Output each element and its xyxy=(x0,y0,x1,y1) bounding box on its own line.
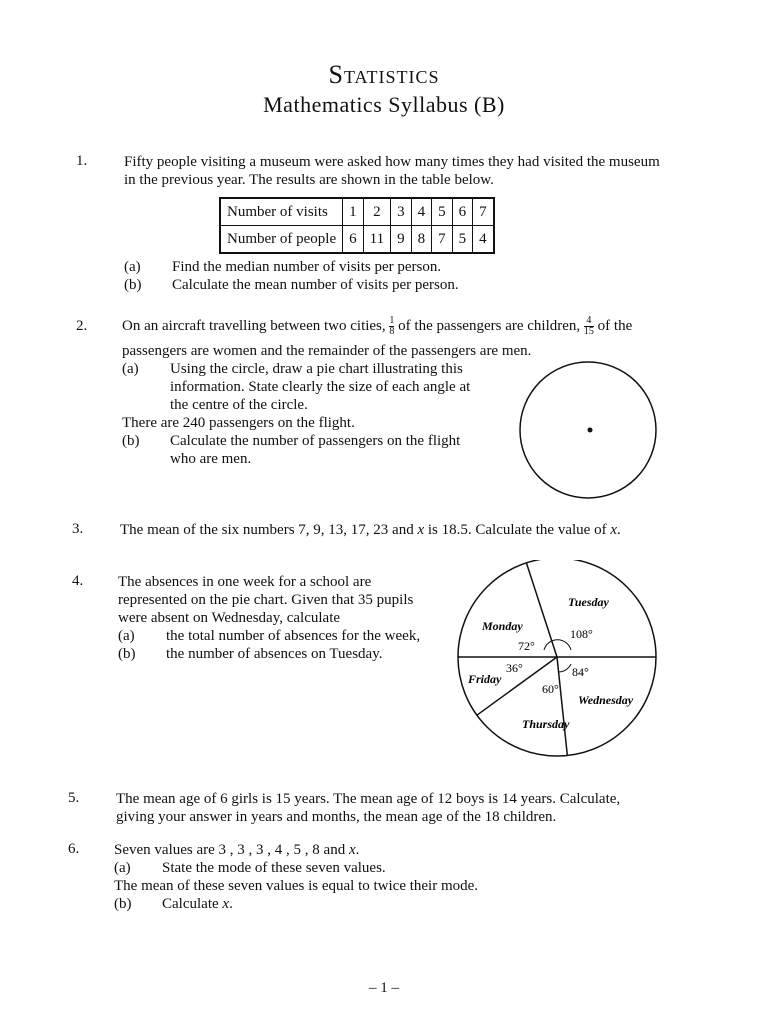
fraction-one-eighth xyxy=(389,316,394,337)
q5-number: 5. xyxy=(68,790,80,806)
pie-label-monday: Monday xyxy=(482,619,523,633)
table-cell: 8 xyxy=(411,226,432,254)
q5-line1: The mean age of 6 girls is 15 years. The mean age of 12 boys is 14 years. Calculate, xyxy=(116,791,621,807)
q1-text xyxy=(124,153,684,189)
q4-line3: were absent on Wednesday, calculate xyxy=(118,610,341,626)
absences-pie-chart xyxy=(448,560,668,760)
q6b-var-x: x xyxy=(222,896,230,912)
q2-number: 2. xyxy=(76,318,88,334)
table-row xyxy=(220,198,494,226)
q2-part-a xyxy=(122,360,522,468)
q4a-text: the total number of absences for the week, xyxy=(166,628,421,644)
q2a-line1: Using the circle, draw a pie chart illustrating this xyxy=(170,361,463,377)
pie-label-thursday: Thursday xyxy=(522,717,570,731)
q4-line2: represented on the pie chart. Given that 35 pupils xyxy=(118,592,414,608)
q2b-line1: Calculate the number of passengers on the flight xyxy=(170,433,461,449)
page-number: – 1 – xyxy=(369,980,399,996)
q1b-label: (b) xyxy=(124,277,142,293)
page-title: Statistics xyxy=(328,60,440,89)
q6-text xyxy=(114,841,714,913)
q1-line1: Fifty people visiting a museum were asked how many times they had visited the museum xyxy=(124,154,660,170)
row-label-visits: Number of visits xyxy=(220,198,343,226)
q2b-label: (b) xyxy=(122,433,140,449)
frac-numerator: 1 xyxy=(389,315,395,326)
visits-table xyxy=(219,197,495,254)
frac-numerator: 4 xyxy=(584,316,594,327)
q2-mid-text: There are 240 passengers on the flight. xyxy=(122,415,355,431)
table-cell: 9 xyxy=(391,226,412,254)
q3-var-x2: x xyxy=(610,522,617,538)
q1-line2: in the previous year. The results are shown in the table below. xyxy=(124,172,494,188)
q1a-text: Find the median number of visits per person. xyxy=(172,259,442,275)
pie-angle-friday: 36° xyxy=(506,661,523,675)
q4-number: 4. xyxy=(72,573,84,589)
q6a-label: (a) xyxy=(114,860,131,876)
table-cell: 4 xyxy=(473,226,494,254)
q2a-line2: information. State clearly the size of each angle at xyxy=(170,379,471,395)
table-cell: 6 xyxy=(343,226,364,254)
q1a-label: (a) xyxy=(124,259,141,275)
frac-denominator: 15 xyxy=(583,326,594,337)
table-cell: 11 xyxy=(363,226,390,254)
pie-angle-tuesday: 108° xyxy=(570,627,593,641)
circle-centre-dot xyxy=(588,428,593,433)
q2b-line2: who are men. xyxy=(170,451,252,467)
q3-var-x: x xyxy=(417,522,425,538)
pie-label-tuesday: Tuesday xyxy=(568,595,609,609)
angle-arc-wednesday xyxy=(558,664,571,672)
q3-text xyxy=(120,521,700,539)
q6b-label: (b) xyxy=(114,896,132,912)
q2-line1-part-a: On an aircraft travelling between two cities, xyxy=(122,317,386,334)
q3-text-part-b: is 18.5. Calculate the value of xyxy=(427,522,607,538)
pie-label-friday: Friday xyxy=(468,672,502,686)
pie-angle-wednesday: 84° xyxy=(572,665,589,679)
pie-angle-monday: 72° xyxy=(518,639,535,653)
q6-line1 xyxy=(114,841,714,859)
q6-line1-part-a: Seven values are 3 , 3 , 3 , 4 , 5 , 8 and xyxy=(114,842,346,858)
q3-text-part-a: The mean of the six numbers 7, 9, 13, 17, 23 and xyxy=(120,522,414,538)
frac-denominator: 8 xyxy=(389,326,395,337)
angle-arc-tuesday xyxy=(544,640,571,650)
table-cell: 7 xyxy=(432,226,453,254)
q6-number: 6. xyxy=(68,841,80,857)
table-row xyxy=(220,226,494,254)
pie-angle-thursday: 60° xyxy=(542,682,559,696)
table-cell: 6 xyxy=(452,198,473,226)
q6a-text: State the mode of these seven values. xyxy=(162,860,386,876)
q4-text xyxy=(118,573,448,663)
q1-number: 1. xyxy=(76,153,88,169)
pie-label-wednesday: Wednesday xyxy=(578,693,634,707)
fraction-four-fifteenths xyxy=(584,316,594,337)
q6-mid-text: The mean of these seven values is equal to twice their mode. xyxy=(114,878,479,894)
q6b-end: . xyxy=(229,896,233,912)
q2a-line3: the centre of the circle. xyxy=(170,397,308,413)
table-cell: 5 xyxy=(432,198,453,226)
q4b-text: the number of absences on Tuesday. xyxy=(166,646,383,662)
q2-line1 xyxy=(122,316,682,337)
q1b-text: Calculate the mean number of visits per person. xyxy=(172,277,459,293)
q2-line1-part-c: of the xyxy=(597,317,633,334)
table-cell: 1 xyxy=(343,198,364,226)
q2-line1-part-b: of the passengers are children, xyxy=(398,317,581,334)
table-cell: 5 xyxy=(452,226,473,254)
q4b-label: (b) xyxy=(118,646,136,662)
table-cell: 7 xyxy=(473,198,494,226)
table-cell: 2 xyxy=(363,198,390,226)
q4a-label: (a) xyxy=(118,628,135,644)
q5-text xyxy=(116,790,716,826)
page-subtitle: Mathematics Syllabus (B) xyxy=(263,92,505,117)
row-label-people: Number of people xyxy=(220,226,343,254)
q4-line1: The absences in one week for a school are xyxy=(118,574,372,590)
q5-line2: giving your answer in years and months, the mean age of the 18 children. xyxy=(116,809,557,825)
q3-end: . xyxy=(617,522,621,538)
q2-line2: passengers are women and the remainder of the passengers are men. xyxy=(122,343,532,359)
q2a-label: (a) xyxy=(122,361,139,377)
empty-circle-figure xyxy=(512,360,662,505)
q1-parts xyxy=(124,258,459,294)
q6-line1-end: . xyxy=(355,842,360,858)
table-cell: 4 xyxy=(411,198,432,226)
table-cell: 3 xyxy=(391,198,412,226)
q3-number: 3. xyxy=(72,521,84,537)
q6b-text: Calculate xyxy=(162,896,219,912)
q6-var-x: x xyxy=(348,842,356,858)
